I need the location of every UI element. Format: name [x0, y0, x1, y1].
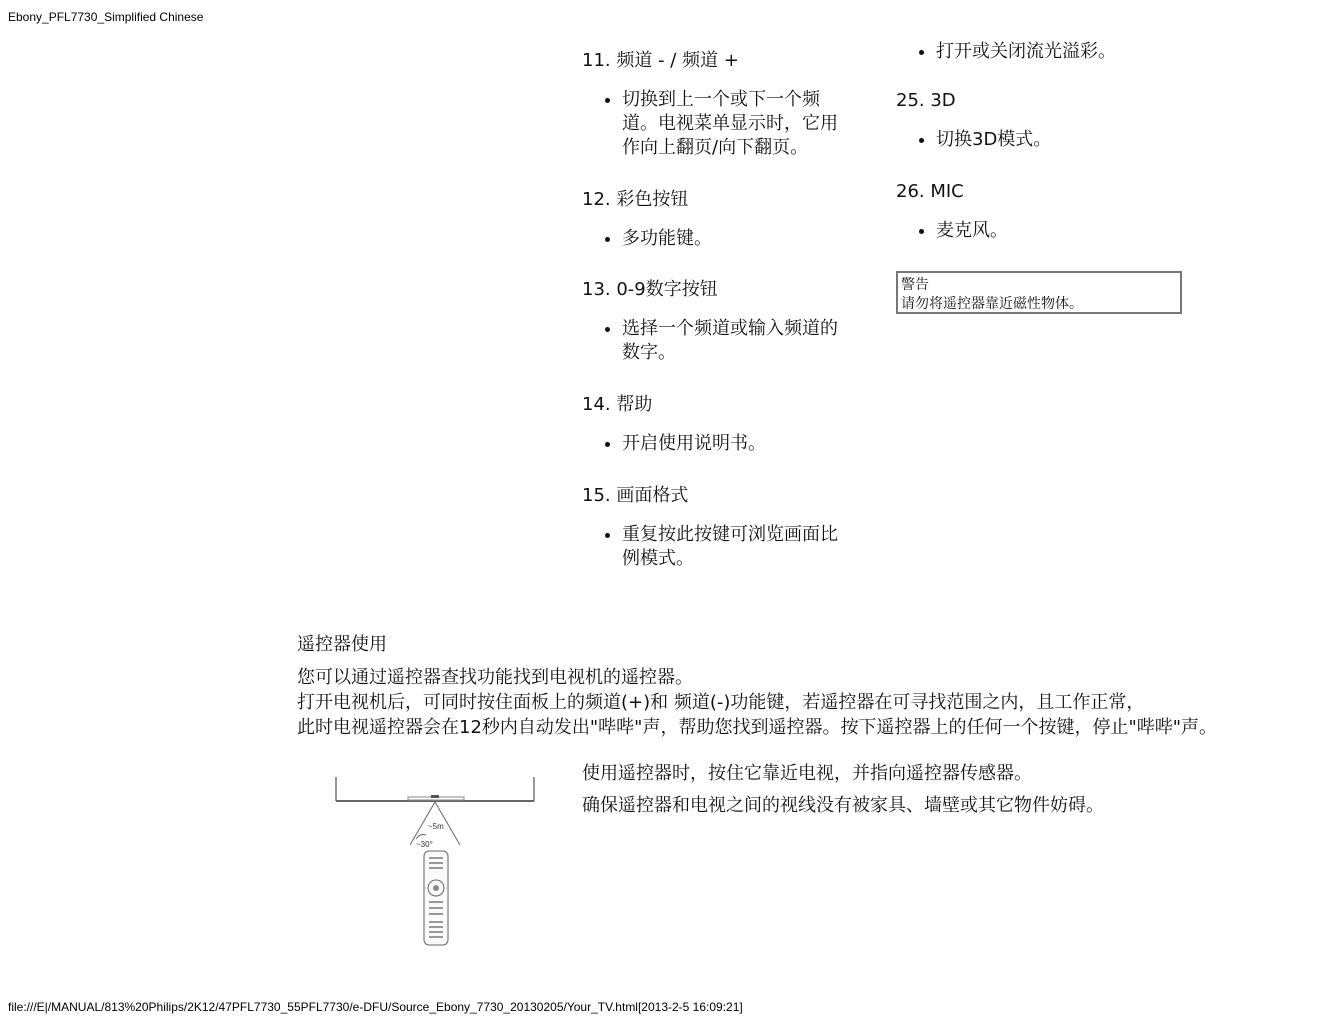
- tv-outline: [336, 777, 534, 801]
- item-heading: 26. MIC: [896, 181, 964, 202]
- page-footer-path: file:///E|/MANUAL/813%20Philips/2K12/47PFL7730_55PFL7730/e-DFU/Source_Ebony_7730_20130205/Your_TV.html[2013-2-5 16:09:21]: [8, 1000, 743, 1014]
- section-title-remote-usage: 遥控器使用: [297, 634, 387, 655]
- bullet-text: • 多功能键。: [622, 227, 872, 251]
- item-heading: 25. 3D: [896, 90, 956, 111]
- item-number-buttons: [582, 278, 872, 365]
- item-heading: 11. 频道 - / 频道 +: [582, 50, 739, 71]
- item-bullet-list: [896, 128, 1196, 152]
- bullet-text: • 开启使用说明书。: [622, 432, 872, 456]
- item-color-buttons: [582, 188, 872, 251]
- remote-control-illustration: [424, 851, 448, 945]
- bullet-text: • 麦克风。: [936, 219, 1196, 243]
- page-header-title: Ebony_PFL7730_Simplified Chinese: [8, 10, 204, 24]
- warning-text: 请勿将遥控器靠近磁性物体。: [901, 296, 1083, 312]
- item-bullet-list: [582, 523, 872, 571]
- bullet-text: • 选择一个频道或输入频道的 数字。: [622, 317, 872, 365]
- bullet-text: • 重复按此按键可浏览画面比 例模式。: [622, 523, 872, 571]
- item-bullet-list: [582, 88, 872, 160]
- item-bullet-list: [896, 219, 1196, 243]
- item-bullet-list: [582, 432, 872, 456]
- remote-range-diagram: [330, 775, 540, 950]
- paragraph-line: 此时电视遥控器会在12秒内自动发出"哔哔"声，帮助您找到遥控器。按下遥控器上的任何一个按键，停止"哔哔"声。: [297, 717, 1218, 738]
- warning-box: [896, 271, 1182, 314]
- instruction-line: 使用遥控器时，按住它靠近电视，并指向遥控器传感器。: [582, 763, 1032, 784]
- paragraph-line: 您可以通过遥控器查找功能找到电视机的遥控器。: [297, 667, 693, 688]
- angle-label: ~30°: [416, 840, 433, 849]
- warning-title: 警告: [901, 277, 929, 293]
- item-heading: 14. 帮助: [582, 394, 653, 415]
- item-help: [582, 393, 872, 456]
- item-bullet-list: [896, 40, 1196, 64]
- item-heading: 13. 0-9数字按钮: [582, 279, 718, 300]
- item-bullet-list: [582, 227, 872, 251]
- bullet-text: • 打开或关闭流光溢彩。: [936, 40, 1196, 64]
- item-mic: [896, 180, 1196, 243]
- bullet-text: • 切换3D模式。: [936, 128, 1196, 152]
- remote-finder-paragraph: [297, 665, 1217, 740]
- bullet-text: • 切换到上一个或下一个频 道。电视菜单显示时，它用 作向上翻页/向下翻页。: [622, 88, 872, 160]
- instruction-line: 确保遥控器和电视之间的视线没有被家具、墙壁或其它物件妨碍。: [582, 795, 1104, 816]
- item-channel-up-down: [582, 49, 872, 160]
- item-heading: 15. 画面格式: [582, 485, 689, 506]
- item-picture-format: [582, 484, 872, 571]
- item-ambilight: [896, 40, 1196, 64]
- distance-label: ~5m: [428, 822, 444, 831]
- item-3d: [896, 89, 1196, 152]
- paragraph-line: 打开电视机后，可同时按住面板上的频道(+)和 频道(-)功能键，若遥控器在可寻找范围之内，且工作正常，: [297, 692, 1145, 713]
- item-heading: 12. 彩色按钮: [582, 189, 689, 210]
- remote-usage-instructions: [582, 762, 1104, 826]
- item-bullet-list: [582, 317, 872, 365]
